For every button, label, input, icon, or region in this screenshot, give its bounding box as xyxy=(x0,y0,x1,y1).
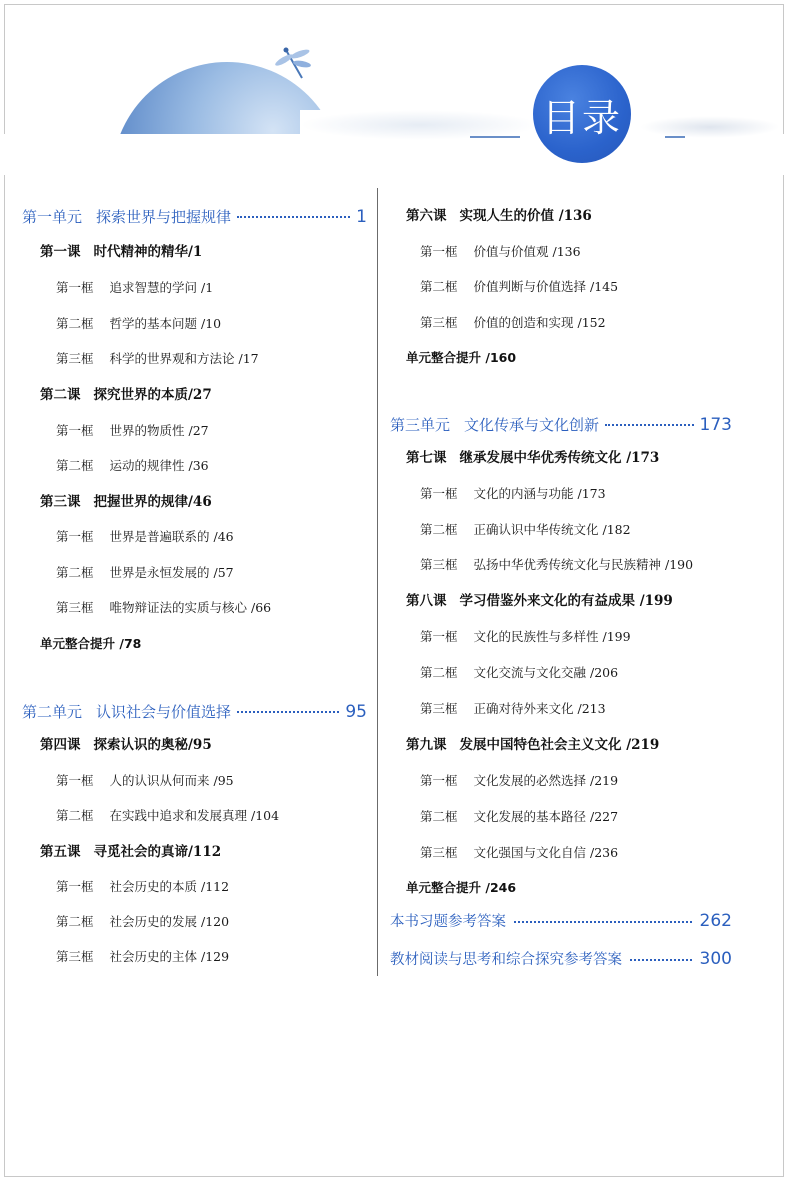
answers-link[interactable]: 本书习题参考答案 262 xyxy=(390,911,732,931)
frame-item[interactable]: 第一框 文化发展的必然选择 /219 xyxy=(420,773,619,788)
frame-item[interactable]: 第一框 社会历史的本质 /112 xyxy=(56,879,230,894)
lesson-4[interactable]: 第四课 探索认识的奥秘/95 xyxy=(40,737,212,753)
unit-1[interactable]: 第一单元 探索世界与把握规律 1 xyxy=(22,207,367,227)
frame-item[interactable]: 第三框 科学的世界观和方法论 /17 xyxy=(56,351,259,366)
unit-summary[interactable]: 单元整合提升 /246 xyxy=(406,880,517,895)
frame-item[interactable]: 第三框 正确对待外来文化 /213 xyxy=(420,701,606,716)
page-title: 目录 xyxy=(541,95,622,140)
lesson-9[interactable]: 第九课 发展中国特色社会主义文化 /219 xyxy=(406,737,660,753)
frame-item[interactable]: 第一框 世界的物质性 /27 xyxy=(56,423,209,438)
unit-summary[interactable]: 单元整合提升 /160 xyxy=(406,350,517,365)
lesson-2[interactable]: 第二课 探究世界的本质/27 xyxy=(40,387,212,403)
frame-item[interactable]: 第二框 世界是永恒发展的 /57 xyxy=(56,565,234,580)
lesson-5[interactable]: 第五课 寻觅社会的真谛/112 xyxy=(40,844,222,860)
frame-item[interactable]: 第一框 价值与价值观 /136 xyxy=(420,244,581,259)
frame-item[interactable]: 第一框 文化的内涵与功能 /173 xyxy=(420,486,606,501)
frame-item[interactable]: 第二框 价值判断与价值选择 /145 xyxy=(420,279,619,294)
frame-item[interactable]: 第二框 文化发展的基本路径 /227 xyxy=(420,809,619,824)
frame-item[interactable]: 第三框 弘扬中华优秀传统文化与民族精神 /190 xyxy=(420,557,694,572)
lesson-6[interactable]: 第六课 实现人生的价值 /136 xyxy=(406,208,592,224)
frame-item[interactable]: 第一框 追求智慧的学问 /1 xyxy=(56,280,214,295)
frame-item[interactable]: 第二框 哲学的基本问题 /10 xyxy=(56,316,222,331)
lesson-7[interactable]: 第七课 继承发展中华优秀传统文化 /173 xyxy=(406,450,660,466)
frame-item[interactable]: 第二框 文化交流与文化交融 /206 xyxy=(420,665,619,680)
frame-item[interactable]: 第三框 唯物辩证法的实质与核心 /66 xyxy=(56,600,272,615)
header-illustration xyxy=(0,0,790,175)
frame-item[interactable]: 第三框 价值的创造和实现 /152 xyxy=(420,315,606,330)
dragonfly-icon xyxy=(272,42,316,86)
unit-2[interactable]: 第二单元 认识社会与价值选择 95 xyxy=(22,702,367,722)
title-badge xyxy=(533,65,631,163)
frame-item[interactable]: 第三框 文化强国与文化自信 /236 xyxy=(420,845,619,860)
lesson-3[interactable]: 第三课 把握世界的规律/46 xyxy=(40,494,212,510)
frame-item[interactable]: 第一框 文化的民族性与多样性 /199 xyxy=(420,629,631,644)
cloud-illustration xyxy=(640,116,780,138)
frame-item[interactable]: 第一框 人的认识从何而来 /95 xyxy=(56,773,234,788)
frame-item[interactable]: 第一框 世界是普遍联系的 /46 xyxy=(56,529,234,544)
frame-item[interactable]: 第二框 运动的规律性 /36 xyxy=(56,458,209,473)
column-divider xyxy=(377,188,378,976)
frame-item[interactable]: 第二框 社会历史的发展 /120 xyxy=(56,914,230,929)
frame-item[interactable]: 第二框 正确认识中华传统文化 /182 xyxy=(420,522,631,537)
lesson-1[interactable]: 第一课 时代精神的精华/1 xyxy=(40,244,203,260)
lesson-8[interactable]: 第八课 学习借鉴外来文化的有益成果 /199 xyxy=(406,593,673,609)
frame-item[interactable]: 第三框 社会历史的主体 /129 xyxy=(56,949,230,964)
inquiry-answers-link[interactable]: 教材阅读与思考和综合探究参考答案 300 xyxy=(390,949,732,969)
frame-item[interactable]: 第二框 在实践中追求和发展真理 /104 xyxy=(56,808,280,823)
unit-3[interactable]: 第三单元 文化传承与文化创新 173 xyxy=(390,415,732,435)
unit-summary[interactable]: 单元整合提升 /78 xyxy=(40,636,142,651)
